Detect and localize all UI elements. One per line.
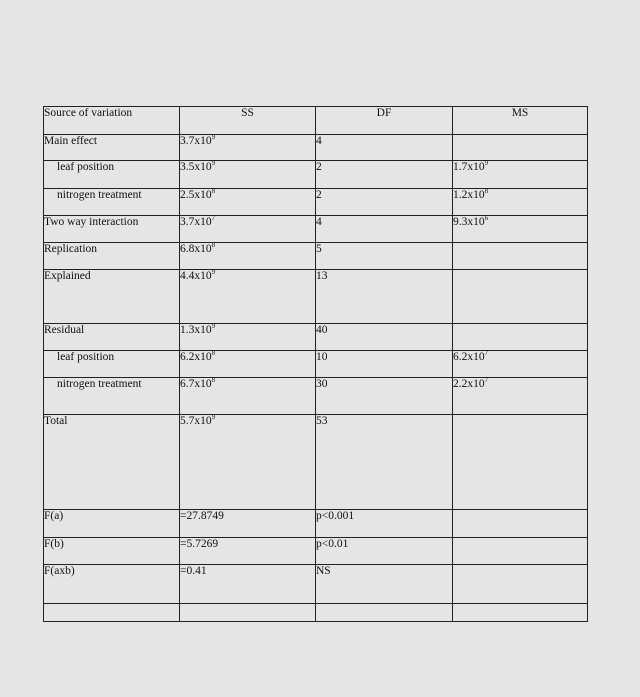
source-cell: leaf position [44,161,180,189]
source-cell: Replication [44,243,180,270]
ms-cell [453,243,588,270]
header-row [44,107,588,135]
p-value-cell: p<0.001 [316,510,453,538]
df-cell: 40 [316,324,453,351]
df-cell: 2 [316,189,453,216]
ss-cell: $3.7x10^9$ [180,135,316,161]
f-label-cell: F(a) [44,510,180,538]
empty-cell [180,604,316,622]
ms-cell: $6.2x10^7$ [453,351,588,378]
ss-cell: $2.5x10^8$ [180,189,316,216]
table-row [44,324,588,351]
df-cell: 10 [316,351,453,378]
table-row [44,161,588,189]
source-cell: Residual [44,324,180,351]
source-cell: nitrogen treatment [44,378,180,415]
f-row [44,538,588,565]
ms-cell [453,415,588,510]
f-row [44,510,588,538]
ss-cell: $6.7x10^8$ [180,378,316,415]
empty-cell [453,604,588,622]
header-source: Source of variation [44,107,180,135]
empty-cell [316,604,453,622]
df-cell: 5 [316,243,453,270]
source-cell: nitrogen treatment [44,189,180,216]
ms-cell: $9.3x10^6$ [453,216,588,243]
ss-cell: $1.3x10^9$ [180,324,316,351]
ss-cell: $3.5x10^9$ [180,161,316,189]
source-cell: Main effect [44,135,180,161]
ms-cell [453,135,588,161]
ss-cell: $4.4x10^9$ [180,270,316,324]
table-row [44,216,588,243]
source-cell: Total [44,415,180,510]
empty-cell [453,565,588,604]
empty-cell [453,510,588,538]
ss-cell: $6.8x10^8$ [180,243,316,270]
p-value-cell: NS [316,565,453,604]
table-row [44,243,588,270]
ms-cell: $2.2x10^7$ [453,378,588,415]
f-label-cell: F(axb) [44,565,180,604]
ms-cell [453,324,588,351]
ss-cell: $5.7x10^9$ [180,415,316,510]
df-cell: 2 [316,161,453,189]
anova-table [43,106,588,622]
p-value-cell: p<0.01 [316,538,453,565]
df-cell: 4 [316,135,453,161]
source-cell: leaf position [44,351,180,378]
empty-row [44,604,588,622]
table-row [44,135,588,161]
df-cell: 13 [316,270,453,324]
table-row [44,189,588,216]
source-cell: Explained [44,270,180,324]
source-cell: Two way interaction [44,216,180,243]
f-value-cell: =5.7269 [180,538,316,565]
ms-cell: $1.7x10^9$ [453,161,588,189]
f-label-cell: F(b) [44,538,180,565]
table-row [44,270,588,324]
table-row [44,351,588,378]
header-ms: MS [453,107,588,135]
empty-cell [44,604,180,622]
header-ss: SS [180,107,316,135]
f-value-cell: =27.8749 [180,510,316,538]
ms-cell: $1.2x10^8$ [453,189,588,216]
ss-cell: $6.2x10^8$ [180,351,316,378]
df-cell: 30 [316,378,453,415]
f-value-cell: =0.41 [180,565,316,604]
table-row [44,378,588,415]
ss-cell: $3.7x10^7$ [180,216,316,243]
header-df: DF [316,107,453,135]
empty-cell [453,538,588,565]
ms-cell [453,270,588,324]
df-cell: 4 [316,216,453,243]
df-cell: 53 [316,415,453,510]
f-row [44,565,588,604]
table-row [44,415,588,510]
